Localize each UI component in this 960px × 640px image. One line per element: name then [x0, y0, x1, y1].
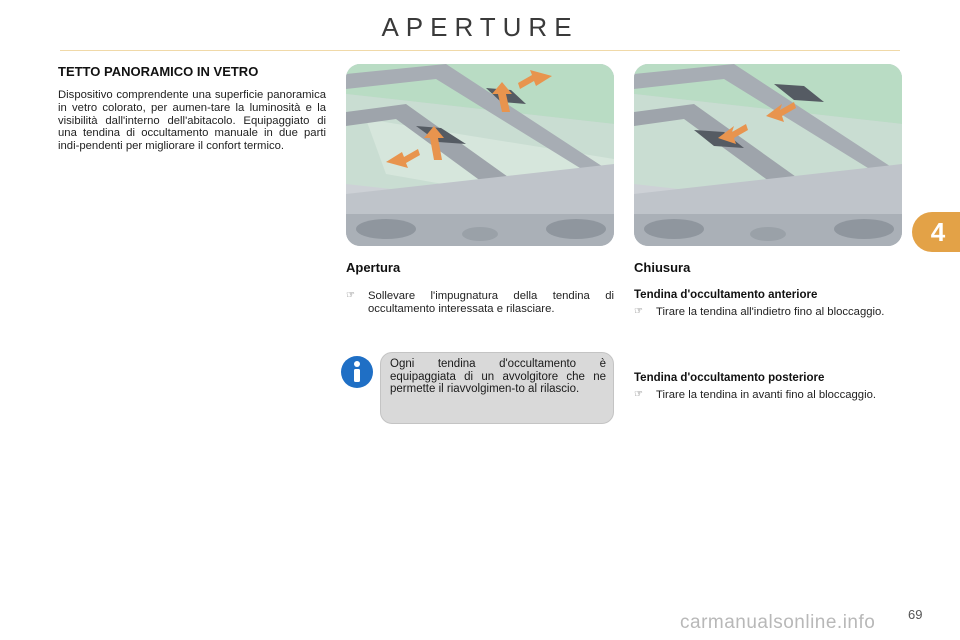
sunroof-closing-illustration [634, 64, 902, 246]
pointing-hand-icon: ☞ [634, 306, 643, 317]
page-title: APERTURE [381, 12, 579, 42]
apertura-heading: Apertura [346, 260, 401, 275]
rear-blind-instruction-text: Tirare la tendina in avanti fino al bloccaggio. [656, 389, 877, 401]
apertura-instruction-text: Sollevare l'impugnatura della tendina di occultamento interessata e rilasciare. [368, 290, 614, 315]
front-blind-instruction [634, 306, 902, 319]
pointing-hand-icon: ☞ [634, 389, 643, 400]
sunroof-opening-illustration [346, 64, 614, 246]
section-heading: TETTO PANORAMICO IN VETRO [58, 64, 259, 79]
page-number: 69 [908, 607, 923, 622]
title-divider [60, 50, 900, 51]
pointing-hand-icon: ☞ [346, 290, 355, 301]
info-icon [340, 355, 374, 389]
intro-paragraph: Dispositivo comprendente una superficie panoramica in vetro colorato, per aumen-tare la luminosità e la visibilità dall'interno dell'abitacolo. Equipaggiato di una tendina di occultamento manuale in due parti indi-pendenti per migliorare il confort termico. [58, 89, 326, 153]
chiusura-heading: Chiusura [634, 260, 691, 275]
info-note-text: Ogni tendina d'occultamento è equipaggiata di un avvolgitore che ne permette il riavvolgimen-to al rilascio. [390, 358, 606, 396]
apertura-instruction [346, 290, 614, 315]
chapter-tab[interactable]: 4 [912, 212, 960, 252]
front-blind-instruction-text: Tirare la tendina all'indietro fino al bloccaggio. [656, 306, 885, 318]
front-blind-heading: Tendina d'occultamento anteriore [634, 289, 818, 301]
rear-blind-heading: Tendina d'occultamento posteriore [634, 372, 825, 384]
rear-blind-instruction [634, 389, 902, 402]
watermark: carmanualsonline.info [680, 612, 876, 633]
